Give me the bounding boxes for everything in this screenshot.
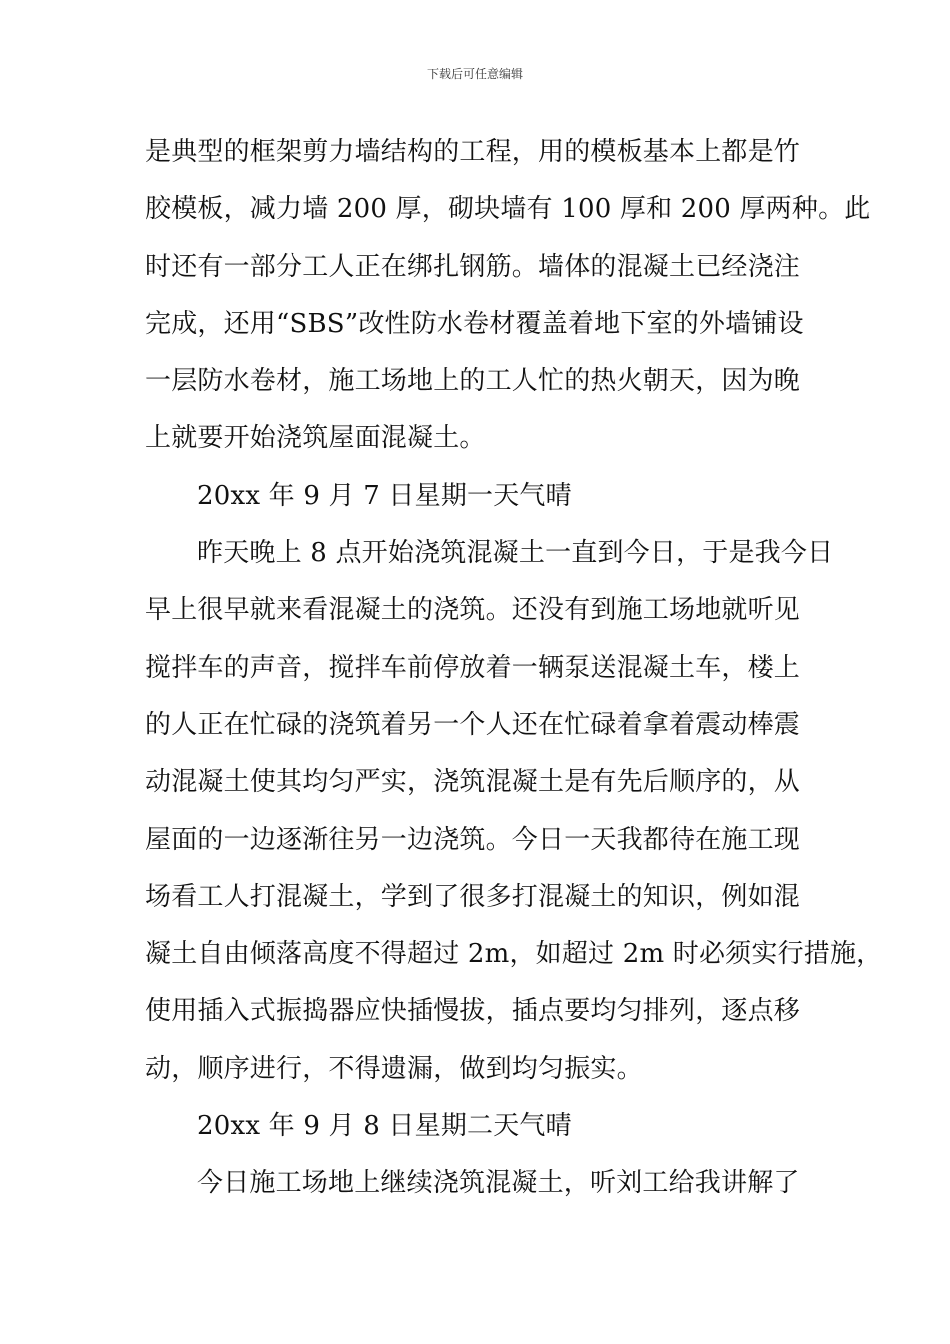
page-header: 下载后可任意编辑 bbox=[426, 67, 523, 81]
diary-date-heading: 20xx 年 9 月 8 日星期二天气晴 bbox=[197, 1111, 572, 1142]
body-line: 搅拌车的声音，搅拌车前停放着一辆泵送混凝土车，楼上 bbox=[145, 652, 801, 683]
body-line: 胶模板，减力墙 200 厚，砌块墙有 100 厚和 200 厚两种。此 bbox=[145, 194, 871, 225]
body-line: 动混凝土使其均匀严实，浇筑混凝土是有先后顺序的，从 bbox=[145, 767, 801, 798]
body-line: 一层防水卷材，施工场地上的工人忙的热火朝天，因为晚 bbox=[145, 366, 801, 397]
body-line: 完成，还用“SBS”改性防水卷材覆盖着地下室的外墙铺设 bbox=[145, 308, 804, 339]
body-line: 使用插入式振捣器应快插慢拔，插点要均匀排列，逐点移 bbox=[145, 996, 801, 1027]
body-line: 动，顺序进行，不得遗漏，做到均匀振实。 bbox=[145, 1053, 643, 1084]
body-line: 是典型的框架剪力墙结构的工程，用的模板基本上都是竹 bbox=[145, 137, 801, 167]
body-line: 时还有一部分工人正在绑扎钢筋。墙体的混凝土已经浇注 bbox=[145, 251, 801, 282]
document-body bbox=[145, 124, 883, 1213]
body-line: 凝土自由倾落高度不得超过 2m，如超过 2m 时必须实行措施， bbox=[145, 939, 883, 970]
body-line: 上就要开始浇筑屋面混凝土。 bbox=[145, 423, 486, 454]
diary-date-heading: 20xx 年 9 月 7 日星期一天气晴 bbox=[197, 480, 572, 511]
paragraph-first-line: 今日施工场地上继续浇筑混凝土，听刘工给我讲解了 bbox=[197, 1168, 800, 1199]
body-line: 屋面的一边逐渐往另一边浇筑。今日一天我都待在施工现 bbox=[145, 824, 801, 855]
body-line: 的人正在忙碌的浇筑着另一个人还在忙碌着拿着震动棒震 bbox=[145, 709, 801, 740]
body-line: 场看工人打混凝土，学到了很多打混凝土的知识，例如混 bbox=[145, 881, 801, 912]
paragraph-first-line: 昨天晚上 8 点开始浇筑混凝土一直到今日，于是我今日 bbox=[197, 538, 834, 569]
body-line: 早上很早就来看混凝土的浇筑。还没有到施工场地就听见 bbox=[145, 595, 801, 626]
